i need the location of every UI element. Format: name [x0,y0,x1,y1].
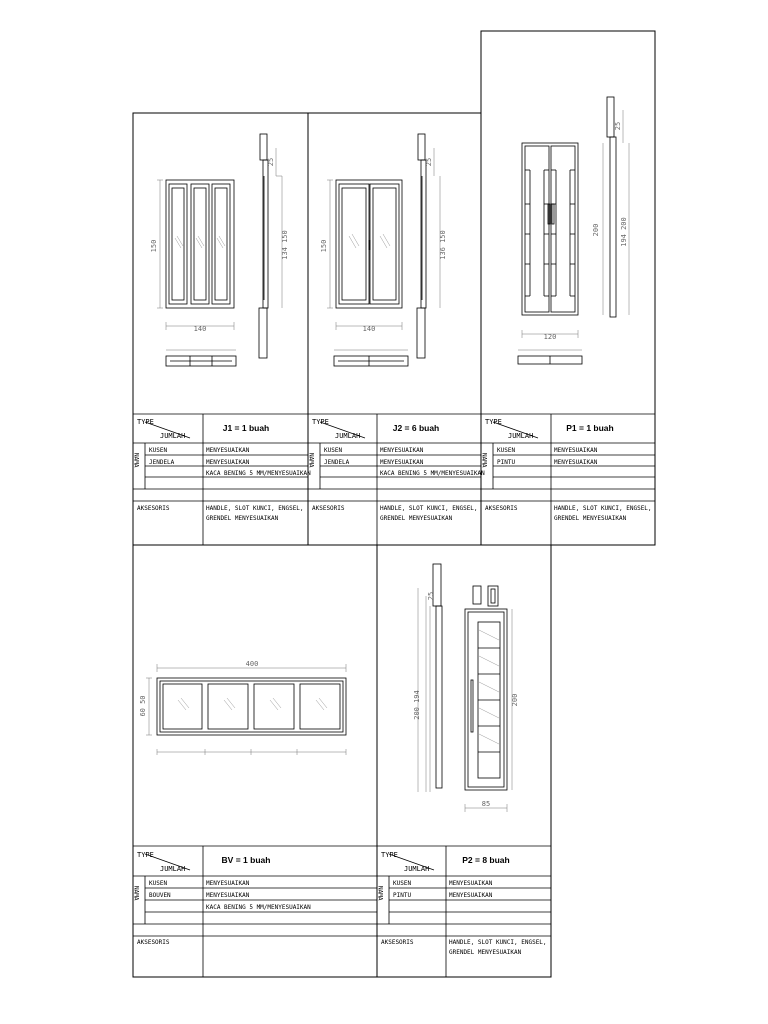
p1-front-elevation [522,143,603,338]
p2-top-dim: 25 [427,591,435,601]
j1-side-label: NAMA [132,453,140,468]
j2-side-label: NAMA [307,453,315,468]
j2-row3-value: KACA BENING 5 MM/MENYESUAIKAN [380,470,485,477]
bv-width-dim: 400 [245,660,259,668]
p2-side-label: NAMA [376,886,384,901]
j2-width-dim: 140 [362,325,376,333]
p2-title: P2 = 8 buah [462,855,510,865]
p2-row1-value: MENYESUAIKAN [449,880,493,887]
j2-title: J2 = 6 buah [392,423,440,433]
p2-row1-name: KUSEN [393,880,412,887]
bv-row1-value: MENYESUAIKAN [206,880,250,887]
p2-row2-name: PINTU [393,892,412,899]
p1-row1-name: KUSEN [497,447,516,454]
j1-title: J1 = 1 buah [222,423,270,433]
j1-row1-name: KUSEN [149,447,168,454]
panel-p2 [377,545,552,977]
p2-acc-label: AKSESORIS [381,939,414,946]
j2-acc-line2: GRENDEL MENYESUAIKAN [380,515,453,522]
bv-qty-label: JUMLAH [160,865,186,873]
panel-j1 [133,113,312,545]
p2-qty-label: JUMLAH [404,865,430,873]
j2-row2-name: JENDELA [324,459,350,466]
bv-front-elevation [146,664,346,755]
bv-acc-label: AKSESORIS [137,939,170,946]
j1-front-elevation [157,180,234,330]
j2-type-label: TYPE [312,418,329,426]
j1-plan [166,350,236,366]
j1-top-dim: 25 [267,157,275,167]
p2-height-dim: 200 [511,693,519,707]
j1-row2-value: MENYESUAIKAN [206,459,250,466]
j2-acc-label: AKSESORIS [312,505,345,512]
bv-height-dim: 60 50 [139,695,147,717]
p2-acc-line1: HANDLE, SLOT KUNCI, ENGSEL, [449,939,547,946]
j1-side-dim: 134 150 [281,230,289,260]
p1-row2-name: PINTU [497,459,516,466]
j2-section [417,134,440,358]
bv-row1-name: KUSEN [149,880,168,887]
j2-row1-name: KUSEN [324,447,343,454]
bv-type-label: TYPE [137,851,154,859]
p1-type-label: TYPE [485,418,502,426]
panel-bv [133,545,378,977]
p1-side-dim: 194 200 [620,217,628,247]
j2-front-elevation [327,180,402,330]
bv-row2-value: MENYESUAIKAN [206,892,250,899]
j1-row3-value: KACA BENING 5 MM/MENYESUAIKAN [206,470,311,477]
p1-height-dim: 200 [592,223,600,237]
p2-acc-line2: GRENDEL MENYESUAIKAN [449,949,522,956]
j1-qty-label: JUMLAH [160,432,186,440]
p1-top-dim: 25 [614,121,622,131]
p1-acc-line1: HANDLE, SLOT KUNCI, ENGSEL, [554,505,652,512]
bv-title: BV = 1 buah [221,855,271,865]
bv-row3-value: KACA BENING 5 MM/MENYESUAIKAN [206,904,311,911]
j1-acc-label: AKSESORIS [137,505,170,512]
p2-type-label: TYPE [381,851,398,859]
j2-plan [334,350,408,366]
j1-row1-value: MENYESUAIKAN [206,447,250,454]
p2-row2-value: MENYESUAIKAN [449,892,493,899]
p1-plan [518,350,582,364]
j1-row2-name: JENDELA [149,459,175,466]
j2-row1-value: MENYESUAIKAN [380,447,424,454]
p2-front-elevation [465,586,512,812]
j1-width-dim: 140 [193,325,207,333]
p1-acc-label: AKSESORIS [485,505,518,512]
p2-width-dim: 85 [481,800,491,808]
j1-height-dim: 150 [150,239,158,253]
j1-acc-line2: GRENDEL MENYESUAIKAN [206,515,279,522]
j1-section [259,134,282,358]
j2-table [308,414,481,545]
j1-acc-line1: HANDLE, SLOT KUNCI, ENGSEL, [206,505,304,512]
j2-top-dim: 25 [425,157,433,167]
p1-row2-value: MENYESUAIKAN [554,459,598,466]
j2-height-dim: 150 [320,239,328,253]
j2-row2-value: MENYESUAIKAN [380,459,424,466]
panel-p1 [481,31,656,545]
j2-acc-line1: HANDLE, SLOT KUNCI, ENGSEL, [380,505,478,512]
j2-side-dim: 136 150 [439,230,447,260]
p1-row1-value: MENYESUAIKAN [554,447,598,454]
panel-j2 [308,113,486,545]
bv-row2-name: BOUVEN [149,892,171,899]
p1-width-dim: 120 [543,333,557,341]
p1-side-label: NAMA [480,453,488,468]
j1-type-label: TYPE [137,418,154,426]
p1-qty-label: JUMLAH [508,432,534,440]
p2-inner-dim: 200 194 [413,690,421,720]
j2-qty-label: JUMLAH [335,432,361,440]
p1-title: P1 = 1 buah [566,423,614,433]
bv-side-label: NAMA [132,886,140,901]
p1-acc-line2: GRENDEL MENYESUAIKAN [554,515,627,522]
